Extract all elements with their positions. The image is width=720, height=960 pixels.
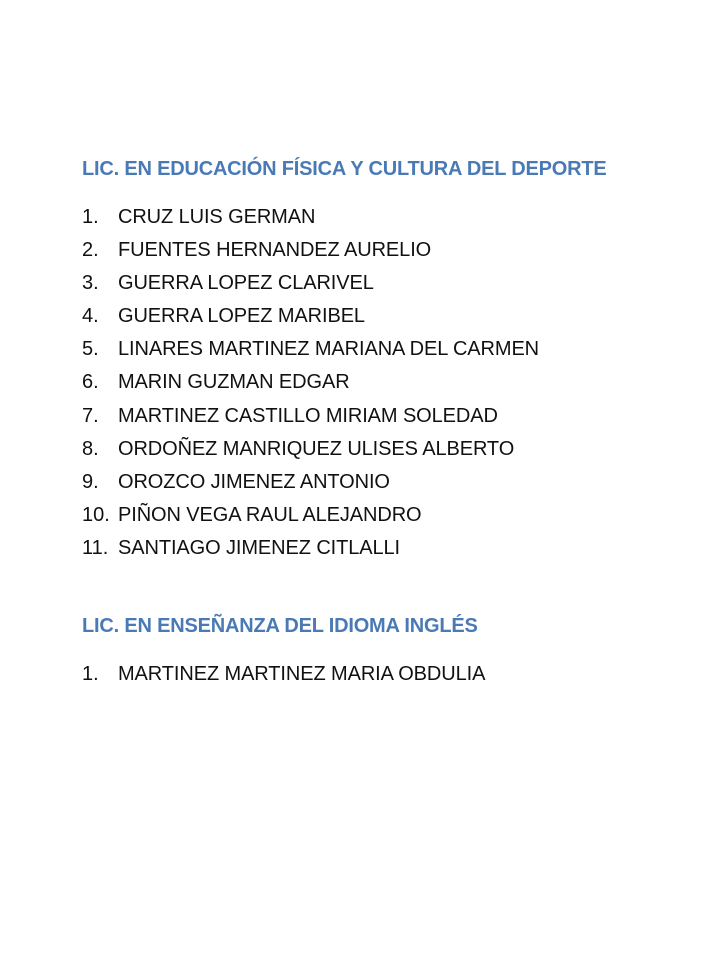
item-number: 1. xyxy=(82,206,99,228)
list-item xyxy=(82,333,682,366)
list-item xyxy=(82,400,682,433)
item-number: 9. xyxy=(82,470,99,493)
item-name: CRUZ LUIS GERMAN xyxy=(118,206,316,228)
item-name: PIÑON VEGA RAUL ALEJANDRO xyxy=(118,503,422,526)
item-number: 5. xyxy=(82,338,99,361)
item-name: MARIN GUZMAN EDGAR xyxy=(118,371,350,394)
section-heading: LIC. EN EDUCACIÓN FÍSICA Y CULTURA DEL DEPORTE xyxy=(82,158,607,180)
list-item xyxy=(82,433,682,466)
section-heading: LIC. EN ENSEÑANZA DEL IDIOMA INGLÉS xyxy=(82,615,478,637)
item-number: 7. xyxy=(82,404,99,427)
item-name: SANTIAGO JIMENEZ CITLALLI xyxy=(118,536,401,559)
item-name: OROZCO JIMENEZ ANTONIO xyxy=(118,470,390,493)
item-number: 3. xyxy=(82,272,99,295)
list-item xyxy=(82,532,682,565)
item-name: GUERRA LOPEZ MARIBEL xyxy=(118,305,365,328)
name-list xyxy=(82,658,682,691)
list-item xyxy=(82,499,682,532)
item-number: 8. xyxy=(82,437,99,460)
list-item xyxy=(82,658,682,691)
list-item xyxy=(82,201,682,234)
list-item xyxy=(82,267,682,300)
list-item xyxy=(82,366,682,399)
item-name: FUENTES HERNANDEZ AURELIO xyxy=(118,239,432,262)
item-number: 6. xyxy=(82,371,99,394)
item-name: LINARES MARTINEZ MARIANA DEL CARMEN xyxy=(118,338,540,361)
item-name: GUERRA LOPEZ CLARIVEL xyxy=(118,272,374,295)
list-item xyxy=(82,300,682,333)
item-number: 4. xyxy=(82,305,99,328)
item-name: ORDOÑEZ MANRIQUEZ ULISES ALBERTO xyxy=(118,437,515,460)
item-name: MARTINEZ MARTINEZ MARIA OBDULIA xyxy=(118,663,486,685)
item-number: 10. xyxy=(82,503,110,526)
name-list xyxy=(82,201,682,565)
list-item xyxy=(82,234,682,267)
item-number: 2. xyxy=(82,239,99,262)
section-ensenanza-ingles xyxy=(82,612,682,691)
item-number: 11. xyxy=(82,536,109,559)
item-name: MARTINEZ CASTILLO MIRIAM SOLEDAD xyxy=(118,404,498,427)
item-number: 1. xyxy=(82,663,99,685)
list-item xyxy=(82,466,682,499)
section-educacion-fisica xyxy=(82,155,682,565)
